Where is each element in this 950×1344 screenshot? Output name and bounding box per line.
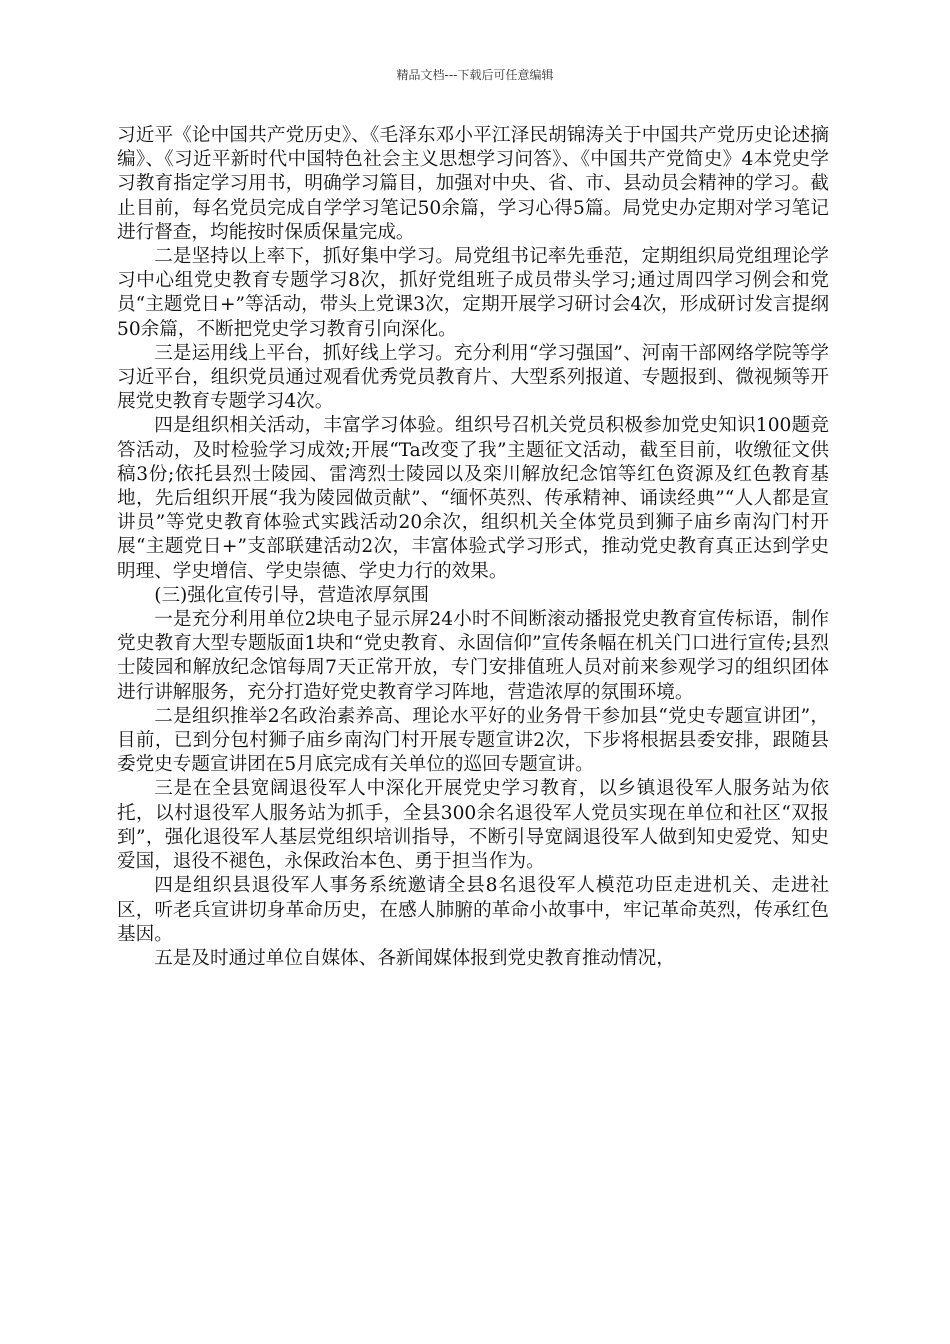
paragraph-3: 三是运用线上平台，抓好线上学习。充分利用“学习强国”、河南干部网络学院等学习近平台，组织党员通过观看优秀党员教育片、大型系列报道、专题报到、微视频等开展党史教育专题学习4次。 bbox=[117, 342, 829, 413]
paragraph-1: 习近平《论中国共产党历史》、《毛泽东邓小平江泽民胡锦涛关于中国共产党历史论述摘编》、《习近平新时代中国特色社会主义思想学习问答》、《中国共产党简史》4本党史学习教育指定学习用书，明确学习篇目，加强对中央、省、市、县动员会精神的学习。截止目前，每名党员完成自学学习笔记50余篇，学习心得5篇。局党史办定期对学习笔记进行督查，均能按时保质保量完成。 bbox=[117, 125, 829, 243]
document-body bbox=[117, 124, 829, 971]
paragraph-6: 二是组织推举2名政治素养高、理论水平好的业务骨干参加县“党史专题宣讲团”，目前，已到分包村狮子庙乡南沟门村开展专题宣讲2次，下步将根据县委安排，跟随县委党史专题宣讲团在5月底完成有关单位的巡回专题宣讲。 bbox=[117, 705, 829, 776]
section-heading: (三)强化宣传引导，营造浓厚氛围 bbox=[154, 584, 430, 606]
paragraph-5: 一是充分利用单位2块电子显示屏24小时不间断滚动播报党史教育宣传标语，制作党史教育大型专题版面1块和“党史教育、永固信仰”宣传条幅在机关门口进行宣传;县烈士陵园和解放纪念馆每周7天正常开放，专门安排值班人员对前来参观学习的组织团体进行讲解服务，充分打造好党史教育学习阵地，营造浓厚的氛围环境。 bbox=[117, 609, 829, 703]
paragraph-7: 三是在全县宽阔退役军人中深化开展党史学习教育，以乡镇退役军人服务站为依托，以村退役军人服务站为抓手，全县300余名退役军人党员实现在单位和社区“双报到”，强化退役军人基层党组织培训指导，不断引导宽阔退役军人做到知史爱党、知史爱国，退役不褪色，永保政治本色、勇于担当作为。 bbox=[117, 778, 829, 873]
paragraph-9: 五是及时通过单位自媒体、各新闻媒体报到党史教育推动情况， bbox=[154, 947, 675, 969]
paragraph-4: 四是组织相关活动，丰富学习体验。组织号召机关党员积极参加党史知识100题竞答活动，及时检验学习成效;开展“Ta改变了我”主题征文活动，截至目前，收缴征文供稿3份;依托县烈士陵园、雷湾烈士陵园以及栾川解放纪念馆等红色资源及红色教育基地，先后组织开展“我为陵园做贡献”、“缅怀英烈、传承精神、诵读经典”“人人都是宣讲员”等党史教育体验式实践活动20余次，组织机关全体党员到狮子庙乡南沟门村开展“主题党日+”支部联建活动2次，丰富体验式学习形式，推动党史教育真正达到学史明理、学史增信、学史崇德、学史力行的效果。 bbox=[117, 415, 829, 582]
page-header: 精品文档---下载后可任意编辑 bbox=[396, 68, 554, 82]
paragraph-2: 二是坚持以上率下，抓好集中学习。局党组书记率先垂范，定期组织局党组理论学习中心组党史教育专题学习8次，抓好党组班子成员带头学习;通过周四学习例会和党员“主题党日+”等活动，带头上党课3次，定期开展学习研讨会4次，形成研讨发言提纲50余篇，不断把党史学习教育引向深化。 bbox=[117, 246, 829, 340]
paragraph-8: 四是组织县退役军人事务系统邀请全县8名退役军人模范功臣走进机关、走进社区，听老兵宣讲切身革命历史，在感人肺腑的革命小故事中，牢记革命英烈，传承红色基因。 bbox=[117, 875, 829, 945]
